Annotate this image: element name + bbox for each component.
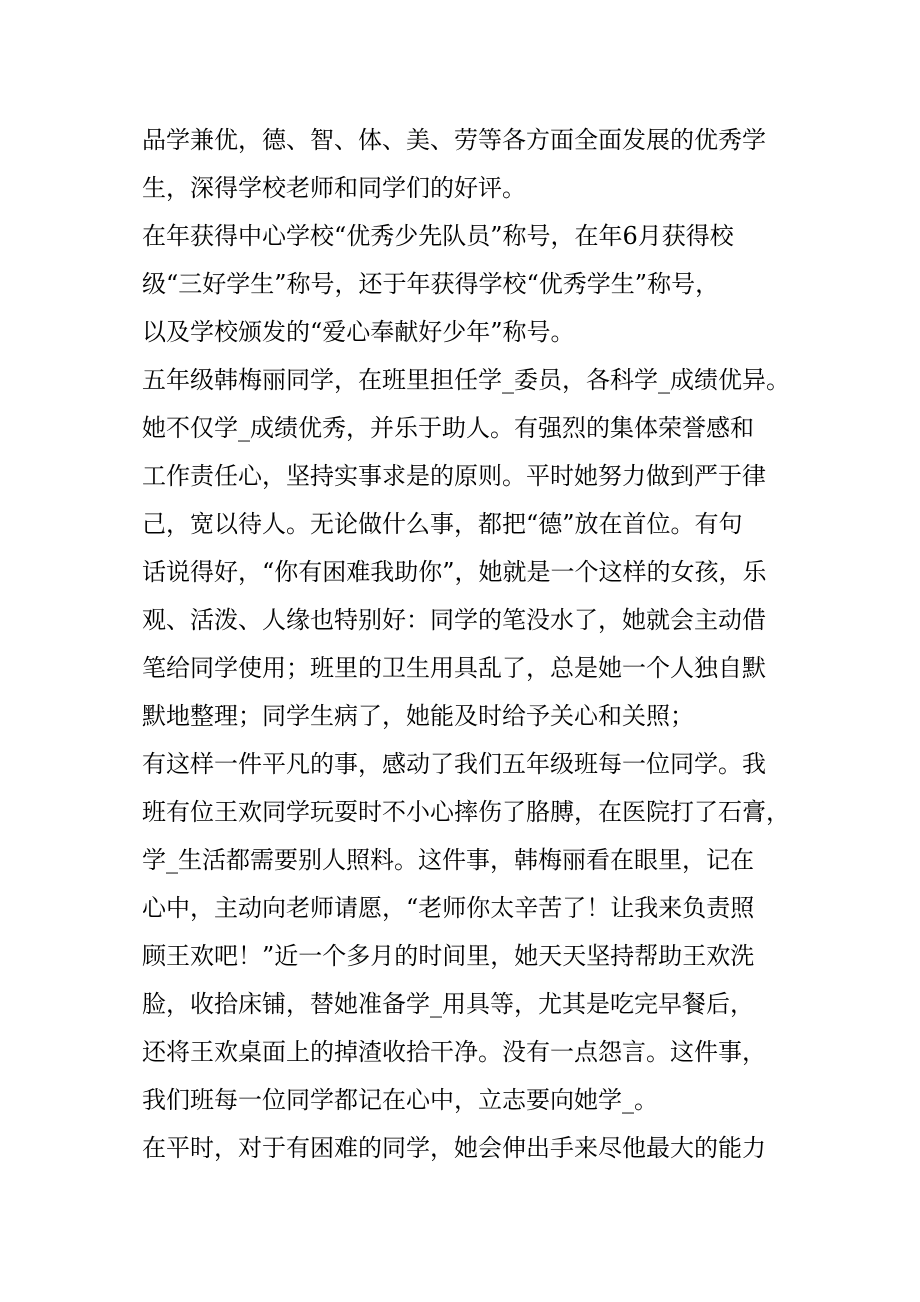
text-line: 默地整理；同学生病了，她能及时给予关心和关照；	[142, 702, 694, 730]
text-line: 有这样一件平凡的事，感动了我们五年级班每一位同学。我	[142, 750, 766, 778]
text-line: 学_生活都需要别人照料。这件事，韩梅丽看在眼里，记在	[142, 846, 754, 874]
text-line: 己，宽以待人。无论做什么事，都把“德”放在首位。有句	[142, 510, 743, 538]
text-line: 话说得好，“你有困难我助你”，她就是一个这样的女孩，乐	[142, 558, 767, 586]
text-line: 观、活泼、人缘也特别好：同学的笔没水了，她就会主动借	[142, 606, 766, 634]
text-line: 级“三好学生”称号，还于年获得学校“优秀学生”称号，	[142, 270, 720, 298]
text-line: 脸，收拾床铺，替她准备学_用具等，尤其是吃完早餐后，	[142, 990, 754, 1018]
text-line: 品学兼优，德、智、体、美、劳等各方面全面发展的优秀学	[142, 126, 766, 154]
body-text	[142, 116, 807, 1172]
text-line: 班有位王欢同学玩耍时不小心摔伤了胳膊，在医院打了石膏，	[142, 798, 790, 826]
text-line: 她不仅学_成绩优秀，并乐于助人。有强烈的集体荣誉感和	[142, 414, 754, 442]
text-line: 还将王欢桌面上的掉渣收拾干净。没有一点怨言。这件事，	[142, 1038, 766, 1066]
text-line: 心中，主动向老师请愿，“老师你太辛苦了！让我来负责照	[142, 894, 755, 922]
text-line: 五年级韩梅丽同学，在班里担任学_委员，各科学_成绩优异。	[142, 366, 790, 394]
text-line: 在平时，对于有困难的同学，她会伸出手来尽他最大的能力	[142, 1134, 766, 1162]
text-line: 我们班每一位同学都记在心中，立志要向她学_。	[142, 1086, 658, 1114]
text-line: 以及学校颁发的“爱心奉献好少年”称号。	[142, 318, 575, 346]
text-line: 笔给同学使用；班里的卫生用具乱了，总是她一个人独自默	[142, 654, 766, 682]
text-line: 工作责任心，坚持实事求是的原则。平时她努力做到严于律	[142, 462, 766, 490]
text-line: 顾王欢吧！”近一个多月的时间里，她天天坚持帮助王欢洗	[142, 942, 755, 970]
text-line: 在年获得中心学校“优秀少先队员”称号，在年6月获得校	[142, 222, 734, 250]
text-line: 生，深得学校老师和同学们的好评。	[142, 174, 526, 202]
